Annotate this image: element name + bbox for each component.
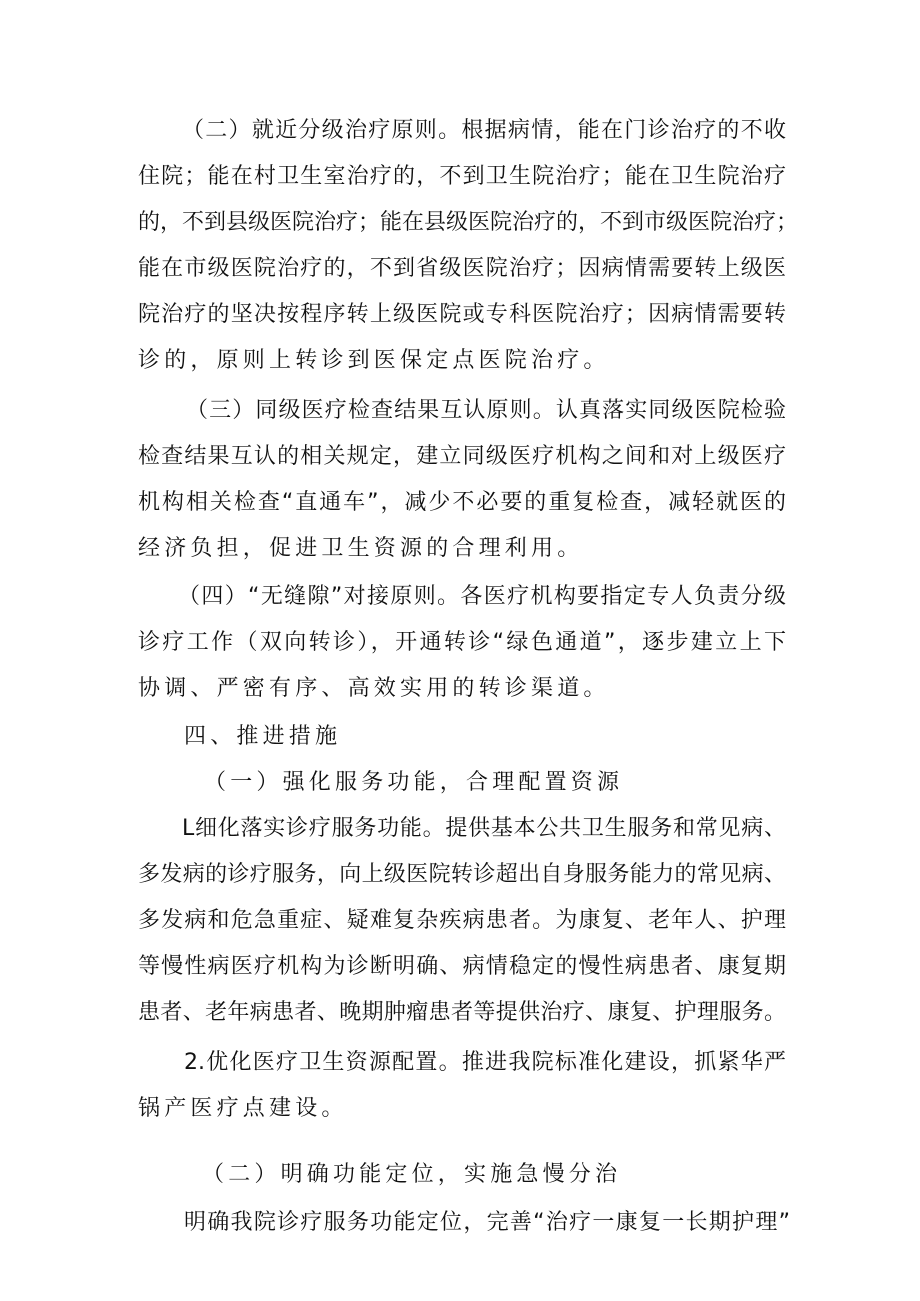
paragraph-line: 检查结果互认的相关规定，建立同级医疗机构之间和对上级医疗 xyxy=(138,444,786,469)
paragraph-line: 住院；能在村卫生室治疗的，不到卫生院治疗；能在卫生院治疗 xyxy=(138,164,786,189)
paragraph-line: （三）同级医疗检查结果互认原则。认真落实同级医院检验 xyxy=(186,398,786,423)
paragraph-line: 能在市级医院治疗的，不到省级医院治疗；因病情需要转上级医 xyxy=(138,256,786,281)
paragraph-line: 诊的，原则上转诊到医保定点医院治疗。 xyxy=(138,348,610,373)
paragraph-line: 机构相关检查“直通车”，减少不必要的重复检查，减轻就医的 xyxy=(138,490,787,515)
paragraph-line: 诊疗工作（双向转诊），开通转诊“绿色通道”，逐步建立上下 xyxy=(138,630,786,655)
paragraph-line: 2.优化医疗卫生资源配置。推进我院标准化建设，抓紧华严 xyxy=(184,1050,786,1075)
subsection-heading: （一）强化服务功能，合理配置资源 xyxy=(204,770,624,795)
subsection-heading: （二）明确功能定位，实施急慢分治 xyxy=(202,1162,622,1187)
paragraph-line: 等慢性病医疗机构为诊断明确、病情稳定的慢性病患者、康复期 xyxy=(138,954,786,979)
paragraph-line: 患者、老年病患者、晚期肿瘤患者等提供治疗、康复、护理服务。 xyxy=(138,1000,786,1025)
paragraph-line: 的，不到县级医院治疗；能在县级医院治疗的，不到市级医院治疗； xyxy=(138,210,799,235)
paragraph-line: 院治疗的坚决按程序转上级医院或专科医院治疗；因病情需要转 xyxy=(138,302,786,327)
paragraph-line: 锅产医疗点建设。 xyxy=(138,1096,348,1121)
paragraph-line: 经济负担，促进卫生资源的合理利用。 xyxy=(138,536,584,561)
paragraph-line: L细化落实诊疗服务功能。提供基本公共卫生服务和常见病、 xyxy=(182,816,786,841)
section-heading: 四、推进措施 xyxy=(184,724,342,749)
paragraph-line: 明确我院诊疗服务功能定位，完善“治疗一康复一长期护理” xyxy=(184,1210,790,1235)
paragraph-line: 多发病的诊疗服务，向上级医院转诊超出自身服务能力的常见病、 xyxy=(138,862,786,887)
paragraph-line: 协调、严密有序、高效实用的转诊渠道。 xyxy=(138,676,610,701)
paragraph-line: （二）就近分级治疗原则。根据病情，能在门诊治疗的不收 xyxy=(182,118,786,143)
paragraph-line: 多发病和危急重症、疑难复杂疾病患者。为康复、老年人、护理 xyxy=(138,908,786,933)
paragraph-line: （四）“无缝隙”对接原则。各医疗机构要指定专人负责分级 xyxy=(178,584,786,609)
